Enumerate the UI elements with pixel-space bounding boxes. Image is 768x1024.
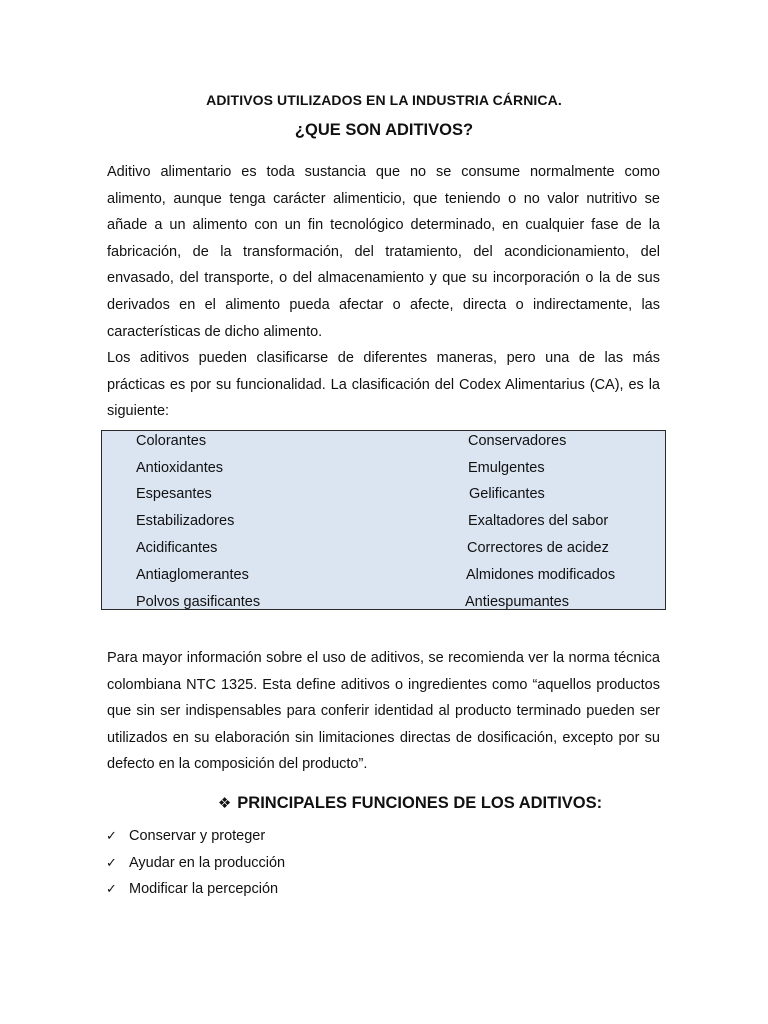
classification-item: Antiaglomerantes [136,567,249,583]
function-label: Modificar la percepción [129,881,279,897]
functions-heading [0,794,768,813]
classification-item: Polvos gasificantes [136,594,261,610]
classification-item: Acidificantes [136,540,218,556]
list-item [106,876,285,903]
classification-item: Correctores de acidez [467,540,609,556]
classification-item: Conservadores [468,433,567,449]
classification-item: Estabilizadores [136,513,235,529]
functions-list [106,823,285,903]
classification-item: Gelificantes [469,486,545,502]
checkmark-icon: ✓ [106,854,117,870]
functions-heading-text: PRINCIPALES FUNCIONES DE LOS ADITIVOS: [237,794,603,812]
checkmark-icon: ✓ [106,881,117,896]
classification-item: Almidones modificados [466,567,616,583]
section-subtitle: ¿QUE SON ADITIVOS? [294,121,474,139]
classification-item: Exaltadores del sabor [468,513,609,529]
classification-table [101,430,666,610]
definition-paragraph: Aditivo alimentario es toda sustancia que no se consume normalmente como alimento, aunque tenga carácter alimenticio, que teniendo o no valor nutritivo se añade a un alimento con un fin tecnológico determinado, en cualquier fase de la fabricación, de la transformación, del tratamiento, del acondicionamiento, del envasado, del transporte, o del almacenamiento y que su incorporación o la de sus derivados en el alimento pueda afectar o afecte, directa o indirectamente, las características de dicho alimento. [107,164,660,340]
classification-item: Colorantes [136,433,207,449]
classification-intro-paragraph: Los aditivos pueden clasificarse de diferentes maneras, pero una de las más prácticas es por su funcionalidad. La clasificación del Codex Alimentarius (CA), es la siguiente: [107,350,660,420]
function-label: Ayudar en la producción [129,854,286,871]
classification-item: Antiespumantes [465,594,569,610]
list-item [106,850,285,877]
function-label: Conservar y proteger [129,828,266,844]
ntc-paragraph: Para mayor información sobre el uso de aditivos, se recomienda ver la norma técnica colombiana NTC 1325. Esta define aditivos o ingredientes como “aquellos productos que sin ser indispensables para conferir identidad al producto terminado pueden ser utilizados en su elaboración sin limitaciones directas de dosificación, excepto por su defecto en la composición del producto”. [107,650,660,773]
classification-item: Antioxidantes [136,460,224,476]
classification-item: Espesantes [136,486,212,502]
document-title: ADITIVOS UTILIZADOS EN LA INDUSTRIA CÁRNICA. [206,92,562,108]
diamond-bullet-icon: ❖ [217,795,232,812]
classification-item: Emulgentes [468,460,545,476]
checkmark-icon: ✓ [106,828,117,843]
list-item [106,823,285,850]
